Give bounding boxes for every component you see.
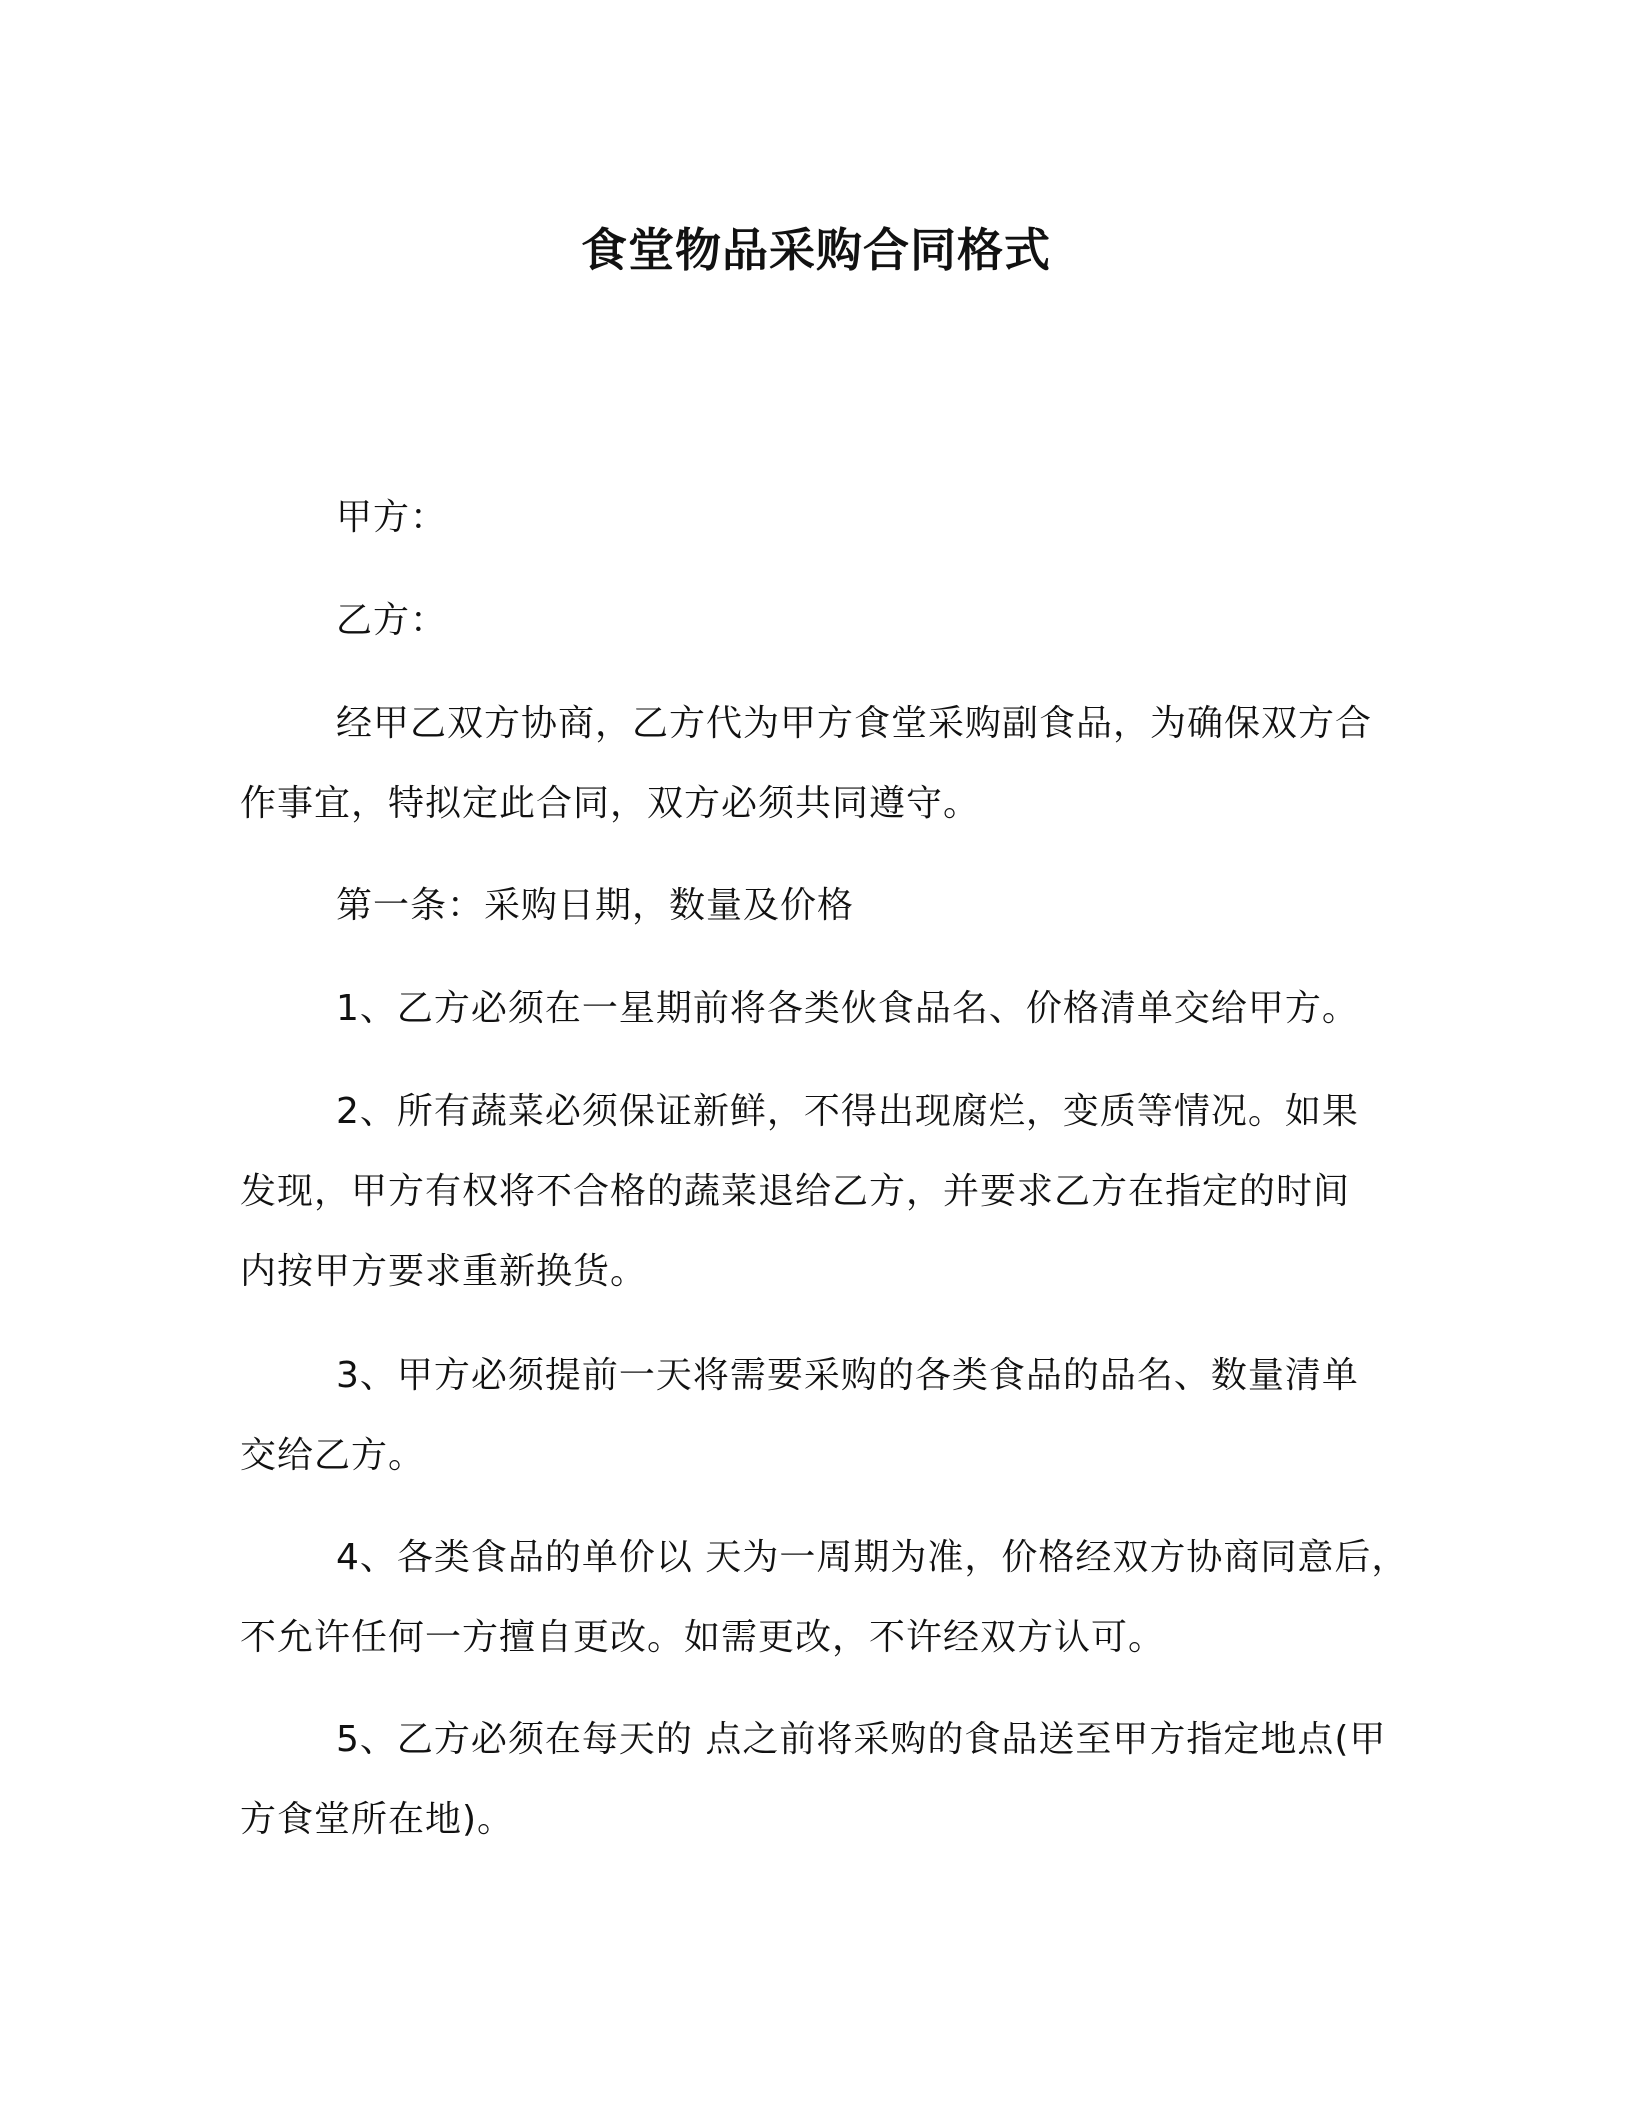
clause-line: 3、甲方必须提前一天将需要采购的各类食品的品名、数量清单 — [336, 1355, 1359, 1396]
clause-line: 交给乙方。 — [240, 1435, 426, 1476]
party-a-line — [240, 478, 1400, 558]
clause-1 — [240, 969, 1400, 1049]
document-title: 食堂物品采购合同格式 — [581, 223, 1051, 277]
article-1-heading — [240, 866, 1400, 946]
clause-3 — [240, 1336, 1400, 1496]
clause-line: 2、所有蔬菜必须保证新鲜，不得出现腐烂，变质等情况。如果 — [336, 1091, 1359, 1132]
clause-line: 4、各类食品的单价以 天为一周期为准，价格经双方协商同意后， — [336, 1537, 1409, 1578]
clause-4 — [240, 1518, 1409, 1678]
party-a-label: 甲方： — [336, 497, 448, 538]
clause-line: 1、乙方必须在一星期前将各类伙食品名、价格清单交给甲方。 — [336, 988, 1359, 1029]
clause-line: 内按甲方要求重新换货。 — [240, 1251, 648, 1292]
party-b-line — [240, 581, 1400, 661]
article-heading-text: 第一条：采购日期，数量及价格 — [336, 885, 855, 926]
clause-line: 不允许任何一方擅自更改。如需更改，不许经双方认可。 — [240, 1617, 1166, 1658]
intro-paragraph — [240, 684, 1400, 844]
intro-line: 作事宜，特拟定此合同，双方必须共同遵守。 — [240, 783, 981, 824]
party-b-label: 乙方： — [336, 600, 448, 641]
clause-2 — [240, 1072, 1400, 1312]
clause-line: 方食堂所在地)。 — [240, 1799, 515, 1840]
clause-line: 发现，甲方有权将不合格的蔬菜退给乙方，并要求乙方在指定的时间 — [240, 1171, 1351, 1212]
intro-line: 经甲乙双方协商，乙方代为甲方食堂采购副食品，为确保双方合 — [336, 703, 1373, 744]
clause-5 — [240, 1700, 1400, 1860]
clause-line: 5、乙方必须在每天的 点之前将采购的食品送至甲方指定地点(甲 — [336, 1719, 1387, 1760]
